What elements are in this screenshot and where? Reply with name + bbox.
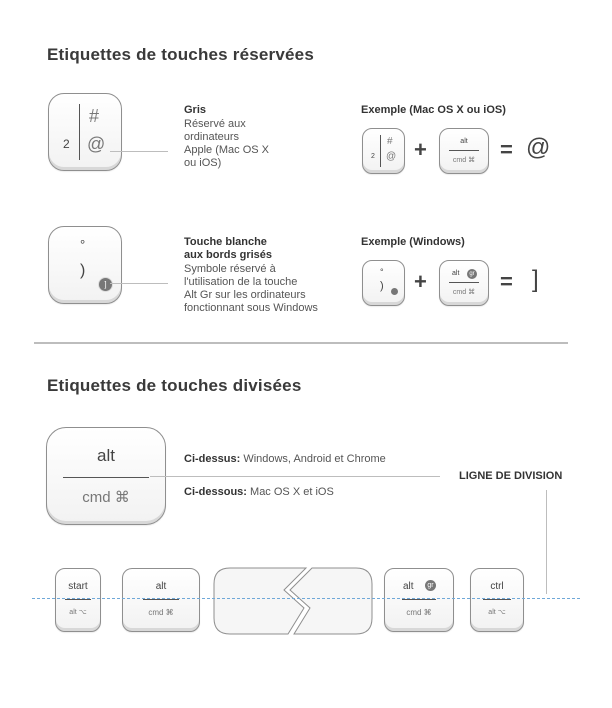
altgr-mark-badge: ] [98, 277, 113, 292]
altgr-key-bottom: cmd ⌘ [406, 608, 432, 617]
example-mac-alt-cmd-key [439, 128, 489, 174]
division-line-label: LIGNE DE DIVISION [459, 470, 563, 482]
above-desc [184, 453, 386, 466]
white-desc-4: fonctionnant sous Windows [184, 302, 318, 314]
ctrl-key-top: ctrl [490, 581, 504, 592]
white-title-1: Touche blanche [184, 236, 267, 248]
example-gr-badge: gr [467, 269, 477, 279]
spacebar-key [210, 562, 376, 640]
example-win-title: Exemple (Windows) [361, 236, 465, 248]
below-label: Ci-dessous: [184, 486, 247, 498]
example-mac-key-2 [362, 128, 405, 174]
key-split-bar [79, 104, 80, 160]
ctrl-key [470, 568, 524, 632]
gray-desc-3: Apple (Mac OS X [184, 144, 269, 156]
gray-title: Gris [184, 104, 207, 116]
plus-sign: + [414, 137, 427, 162]
example-mac-title: Exemple (Mac OS X ou iOS) [361, 104, 506, 116]
gray-desc-2: ordinateurs [184, 131, 240, 143]
alt-key-left-top: alt [155, 581, 167, 592]
below-text: Mac OS X et iOS [250, 486, 334, 498]
altgr-key-top: alt [403, 581, 414, 592]
result-bracket: ] [532, 266, 539, 293]
big-key-division [63, 477, 149, 478]
alt-key-left [122, 568, 200, 632]
big-key-bottom-label: cmd ⌘ [82, 489, 130, 506]
spacebar-left-half [214, 568, 306, 634]
division-vertical-line [546, 490, 547, 594]
example-win-cmd-label: cmd ⌘ [452, 289, 476, 296]
white-callout-line [110, 283, 168, 284]
white-label-key [48, 226, 122, 304]
example-paren-label: ) [380, 280, 384, 292]
big-split-key [46, 427, 166, 525]
equals-sign: = [500, 137, 513, 162]
gray-callout-line [110, 151, 168, 152]
altgr-key-division [402, 599, 436, 600]
below-desc [184, 486, 334, 499]
example-altgr-badge [391, 288, 398, 295]
example-division [449, 150, 479, 151]
start-key-division [65, 599, 91, 600]
alt-key-left-bottom: cmd ⌘ [148, 608, 174, 617]
split-section-title: Etiquettes de touches divisées [47, 376, 302, 395]
key-two-label: 2 [63, 137, 70, 151]
example-degree-label: ° [380, 267, 384, 277]
big-key-top-label: alt [97, 446, 115, 465]
example-hash-label: # [387, 136, 393, 147]
spacebar-right-half [290, 568, 372, 634]
ctrl-key-bottom: alt ⌥ [488, 609, 506, 616]
white-title-2: aux bords grisés [184, 249, 273, 261]
gray-desc-1: Réservé aux [184, 118, 246, 130]
division-dashed-line [32, 598, 580, 599]
white-desc-1: Symbole réservé à [184, 263, 276, 275]
key-degree-label: ° [80, 237, 86, 252]
alt-key-left-division [143, 599, 179, 600]
ctrl-key-division [483, 599, 511, 600]
altgr-key-right [384, 568, 454, 632]
start-key-top: start [68, 581, 88, 592]
equals-sign-win: = [500, 269, 513, 294]
division-callout-line [150, 476, 440, 477]
example-alt-label: alt [460, 138, 468, 145]
example-at-label: @ [386, 151, 397, 162]
key-at-label: @ [87, 134, 106, 154]
example-win-division [449, 282, 479, 283]
plus-sign-win: + [414, 269, 427, 294]
above-text: Windows, Android et Chrome [243, 453, 386, 465]
gray-desc-4: ou iOS) [184, 157, 222, 169]
white-desc-3: Alt Gr sur les ordinateurs [184, 289, 306, 301]
altgr-key-gr-badge: gr [425, 580, 436, 591]
key-paren-label: ) [80, 262, 86, 279]
example-cmd-label: cmd ⌘ [452, 157, 476, 164]
gray-label-key [48, 93, 122, 171]
above-label: Ci-dessus: [184, 453, 241, 465]
reserved-section-title: Etiquettes de touches réservées [47, 45, 314, 64]
start-key-bottom: alt ⌥ [69, 609, 87, 616]
start-key [55, 568, 101, 632]
white-desc-2: l'utilisation de la touche [184, 276, 298, 288]
key-hash-label: # [89, 106, 100, 126]
section-divider [34, 342, 568, 344]
example-split-bar [380, 135, 381, 167]
example-two-label: 2 [371, 153, 375, 160]
example-win-altgr-key [439, 260, 489, 306]
example-altgr-label: alt [452, 270, 460, 277]
result-at: @ [526, 134, 551, 161]
example-win-paren-key [362, 260, 405, 306]
